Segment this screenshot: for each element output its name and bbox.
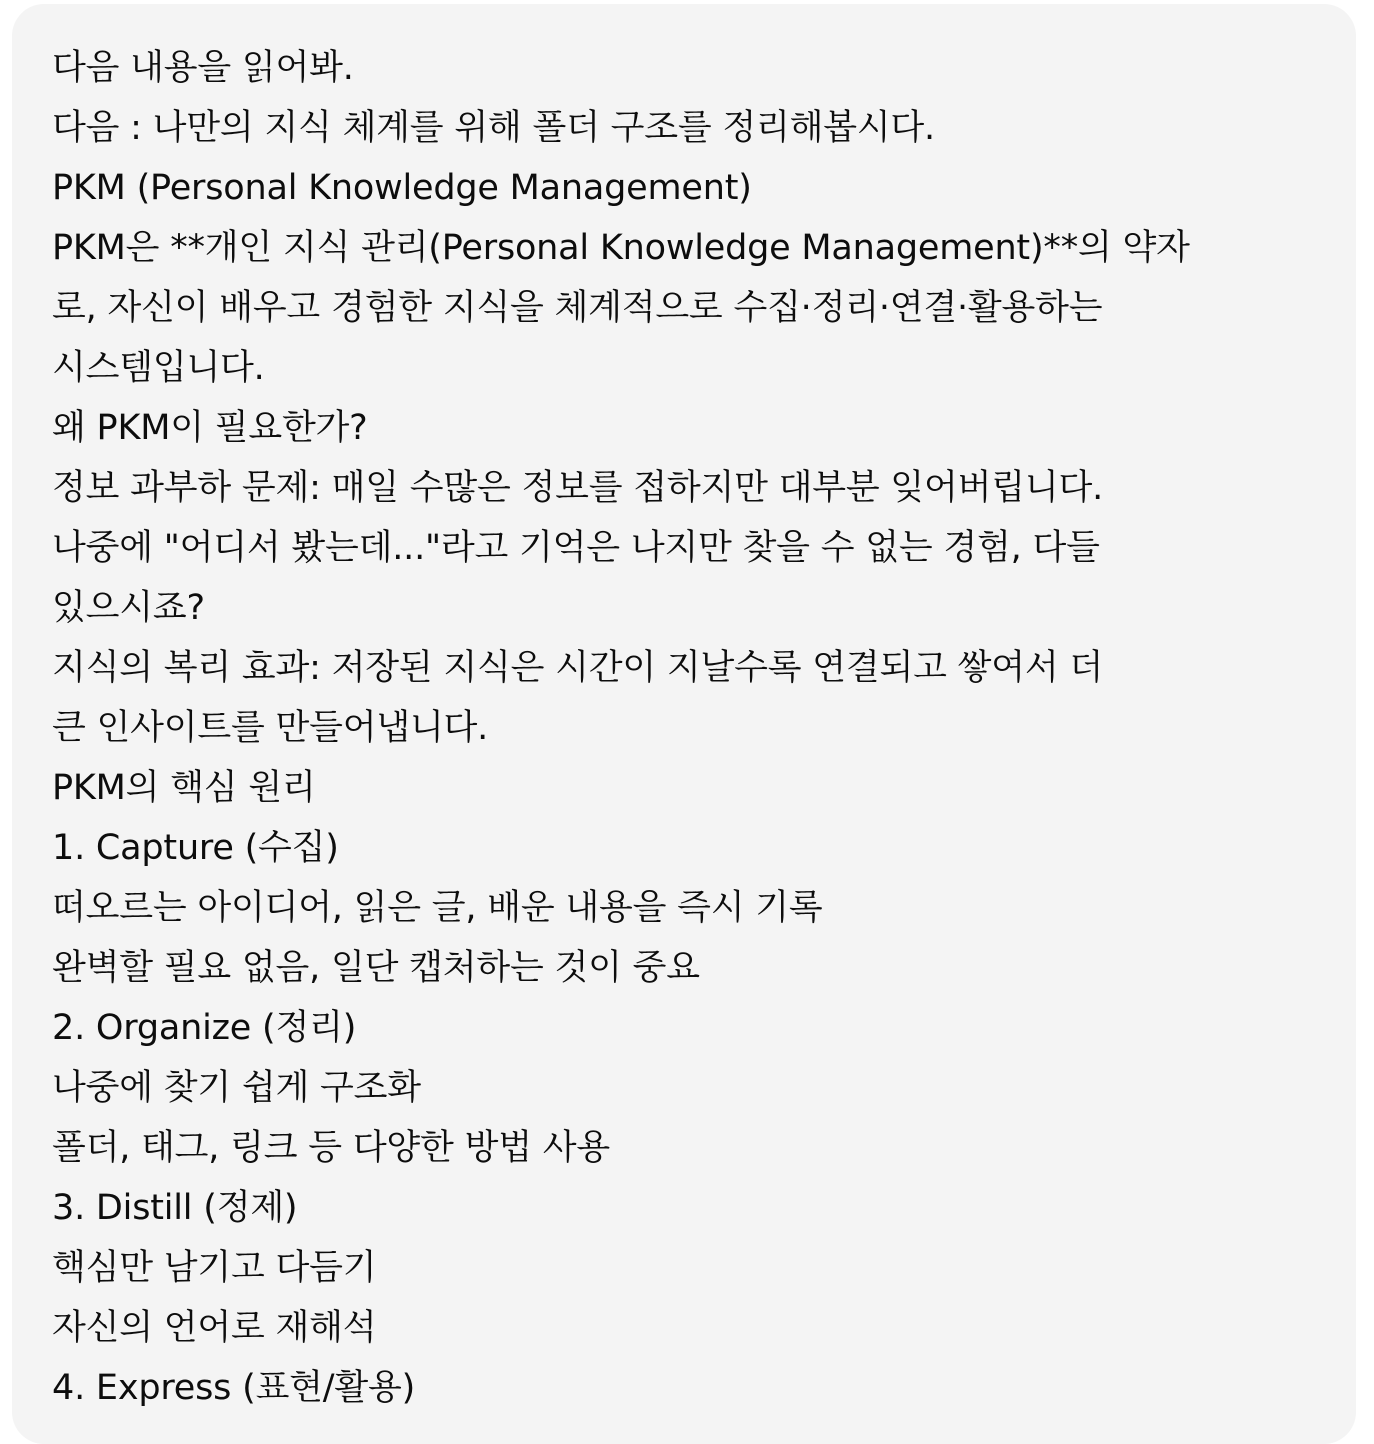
message-line: 폴더, 태그, 링크 등 다양한 방법 사용 xyxy=(52,1128,610,1168)
message-line: 2. Organize (정리) xyxy=(52,1008,357,1048)
message-line: 있으시죠? xyxy=(52,588,205,628)
message-line: 떠오르는 아이디어, 읽은 글, 배운 내용을 즉시 기록 xyxy=(52,888,823,928)
message-line: 정보 과부하 문제: 매일 수많은 정보를 접하지만 대부분 잊어버립니다. xyxy=(52,468,1104,508)
message-line: 지식의 복리 효과: 저장된 지식은 시간이 지날수록 연결되고 쌓여서 더 xyxy=(52,648,1104,688)
message-line: PKM (Personal Knowledge Management) xyxy=(52,168,752,208)
message-line: 왜 PKM이 필요한가? xyxy=(52,408,368,448)
message-line: 시스템입니다. xyxy=(52,348,265,388)
message-line: 다음 : 나만의 지식 체계를 위해 폴더 구조를 정리해봅시다. xyxy=(52,108,935,148)
message-line: PKM의 핵심 원리 xyxy=(52,768,316,808)
message-line: 큰 인사이트를 만들어냅니다. xyxy=(52,708,489,748)
user-message-bubble xyxy=(12,4,1356,1444)
message-line: 핵심만 남기고 다듬기 xyxy=(52,1248,377,1288)
message-line: 자신의 언어로 재해석 xyxy=(52,1308,377,1348)
message-line: 나중에 찾기 쉽게 구조화 xyxy=(52,1068,421,1108)
message-line: 로, 자신이 배우고 경험한 지식을 체계적으로 수집·정리·연결·활용하는 xyxy=(52,288,1103,328)
message-line: PKM은 **개인 지식 관리(Personal Knowledge Management)**의 약자 xyxy=(52,228,1190,268)
message-line: 다음 내용을 읽어봐. xyxy=(52,48,354,88)
message-line: 1. Capture (수집) xyxy=(52,828,339,868)
message-line: 나중에 "어디서 봤는데..."라고 기억은 나지만 찾을 수 없는 경험, 다들 xyxy=(52,528,1100,568)
message-line: 완벽할 필요 없음, 일단 캡처하는 것이 중요 xyxy=(52,948,700,988)
message-line: 3. Distill (정제) xyxy=(52,1188,298,1228)
message-line: 4. Express (표현/활용) xyxy=(52,1368,416,1408)
